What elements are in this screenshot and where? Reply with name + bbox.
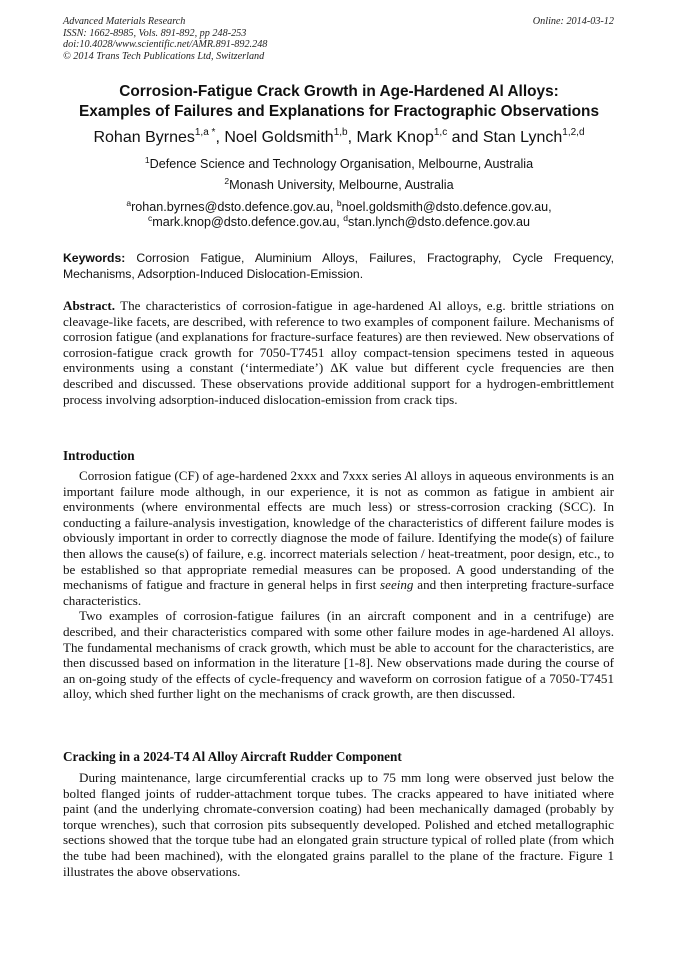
email-sup: b <box>336 198 342 208</box>
section-2-heading: Cracking in a 2024-T4 Al Alloy Aircraft Rudder Component <box>63 749 402 764</box>
author-sup: 1,c <box>433 127 448 138</box>
affiliation-sup: 2 <box>224 176 230 186</box>
affiliation-text: Monash University, Melbourne, Australia <box>229 178 454 192</box>
email-address: noel.goldsmith@dsto.defence.gov.au, <box>341 200 552 214</box>
affiliation-2 <box>40 177 638 193</box>
title-line-2: Examples of Failures and Explanations for Fractographic Observations <box>79 103 599 120</box>
keywords-text: Corrosion Fatigue, Aluminium Alloys, Failures, Fractography, Cycle Frequency, Mechanisms, Adsorption-Induced Dislocation-Emission. <box>63 251 614 281</box>
email-sup: d <box>343 213 349 223</box>
introduction-body <box>63 468 614 702</box>
author-sup: 1,2,d <box>562 127 585 138</box>
intro-p1-text: Corrosion fatigue (CF) of age-hardened 2xxx and 7xxx series Al alloys in aqueous environments is an important failure mode although, in our experience, it is not as common as fatigue in ambient air environments (where environmental effects are much less) or stress-corrosion cracking (SCC). In conducting a failure-analysis investigation, knowledge of the characteristics of different failure modes is obviously important in order to correctly diagnose the mode of failure. Identifying the mode(s) of failure then allows the cause(s) of failure, e.g. incorrect materials selection / heat-treatment, poor design, etc., to be established so that appropriate remedial measures can be proposed. A good understanding of the mechanisms of fatigue and fracture in general helps in first <box>63 468 614 593</box>
introduction-heading: Introduction <box>63 448 135 463</box>
paper-title <box>40 82 638 122</box>
keywords-label: Keywords: <box>63 251 126 265</box>
affiliation-text: Defence Science and Technology Organisation, Melbourne, Australia <box>149 157 534 171</box>
copyright-line: © 2014 Trans Tech Publications Ltd, Switzerland <box>63 50 265 62</box>
author-separator: and <box>447 129 483 146</box>
abstract-label: Abstract. <box>63 298 115 313</box>
author-name: Rohan Byrnes <box>93 129 195 146</box>
abstract-text: The characteristics of corrosion-fatigue in age-hardened Al alloys, e.g. brittle striations on cleavage-like facets, are described, with reference to two examples of component failure. Mechanisms of corrosion fatigue (and explanations for fracture-surface features) are then reviewed. New observations of corrosion-fatigue crack growth for 7050-T7451 alloy compact-tension specimens tested in aqueous environments using a constant (‘intermediate’) ΔK value but different cycle frequencies are then described and discussed. These observations provide additional support for a hydrogen-embrittlement process involving adsorption-induced dislocation-emission from crack tips. <box>63 298 614 407</box>
journal-name: Advanced Materials Research <box>63 16 186 27</box>
author-sup: 1,a * <box>194 127 216 138</box>
introduction-paragraph-1 <box>63 468 614 608</box>
author-separator: , <box>215 129 225 146</box>
email-line-2 <box>40 214 638 230</box>
intro-p1-emphasis: seeing <box>380 577 414 593</box>
affiliation-sup: 1 <box>144 155 150 165</box>
intro-p1-text-end: and then interpreting fracture-surface characteristics. <box>63 577 614 608</box>
keywords-block <box>63 250 614 282</box>
email-sup: c <box>147 213 153 223</box>
online-date: Online: 2014-03-12 <box>532 16 614 27</box>
journal-header <box>63 16 267 62</box>
author-name: Noel Goldsmith <box>224 129 334 146</box>
abstract-block <box>63 298 614 407</box>
author-name: Mark Knop <box>356 129 434 146</box>
affiliation-1 <box>40 156 638 172</box>
introduction-paragraph-2: Two examples of corrosion-fatigue failures (in an aircraft component and in a centrifuge) are described, and their characteristics compared with some other failure modes in age-hardened Al alloys. The fundamental mechanisms of crack growth, which must be able to account for the characteristics, are then discussed based on information in the literature [1-8]. New observations made during the course of an on-going study of the effects of cycle-frequency and waveform on corrosion fatigue of a 7050-T7451 alloy, which shed further light on the mechanisms of crack growth, are then discussed. <box>63 608 614 702</box>
email-address: rohan.byrnes@dsto.defence.gov.au, <box>131 200 337 214</box>
author-sup: 1,b <box>333 127 348 138</box>
email-sup: a <box>126 198 132 208</box>
email-address: stan.lynch@dsto.defence.gov.au <box>348 215 531 229</box>
doi-line: doi:10.4028/www.scientific.net/AMR.891-892.248 <box>63 39 268 51</box>
author-list <box>40 128 638 148</box>
title-line-1: Corrosion-Fatigue Crack Growth in Age-Hardened Al Alloys: <box>119 83 559 100</box>
email-line-1 <box>40 199 638 215</box>
section-2-body <box>63 770 614 879</box>
email-address: mark.knop@dsto.defence.gov.au, <box>152 215 344 229</box>
section-2-paragraph-1: During maintenance, large circumferential cracks up to 75 mm long were observed just below the bolted flanged joints of rudder-attachment torque tubes. The cracks appeared to have initiated where paint (and the underlying chromate-conversion coating) had been mechanically damaged (probably by torque wrenches), such that corrosion pits subsequently developed. Polished and etched metallographic sections showed that the torque tube had an elongated grain structure typical of rolled plate (from which the tube had been machined), with the elongated grains parallel to the plane of the fracture. Figure 1 illustrates the above observations. <box>63 770 614 879</box>
issn-line: ISSN: 1662-8985, Vols. 891-892, pp 248-253 <box>63 27 247 39</box>
author-separator: , <box>347 129 357 146</box>
author-name: Stan Lynch <box>482 129 563 146</box>
